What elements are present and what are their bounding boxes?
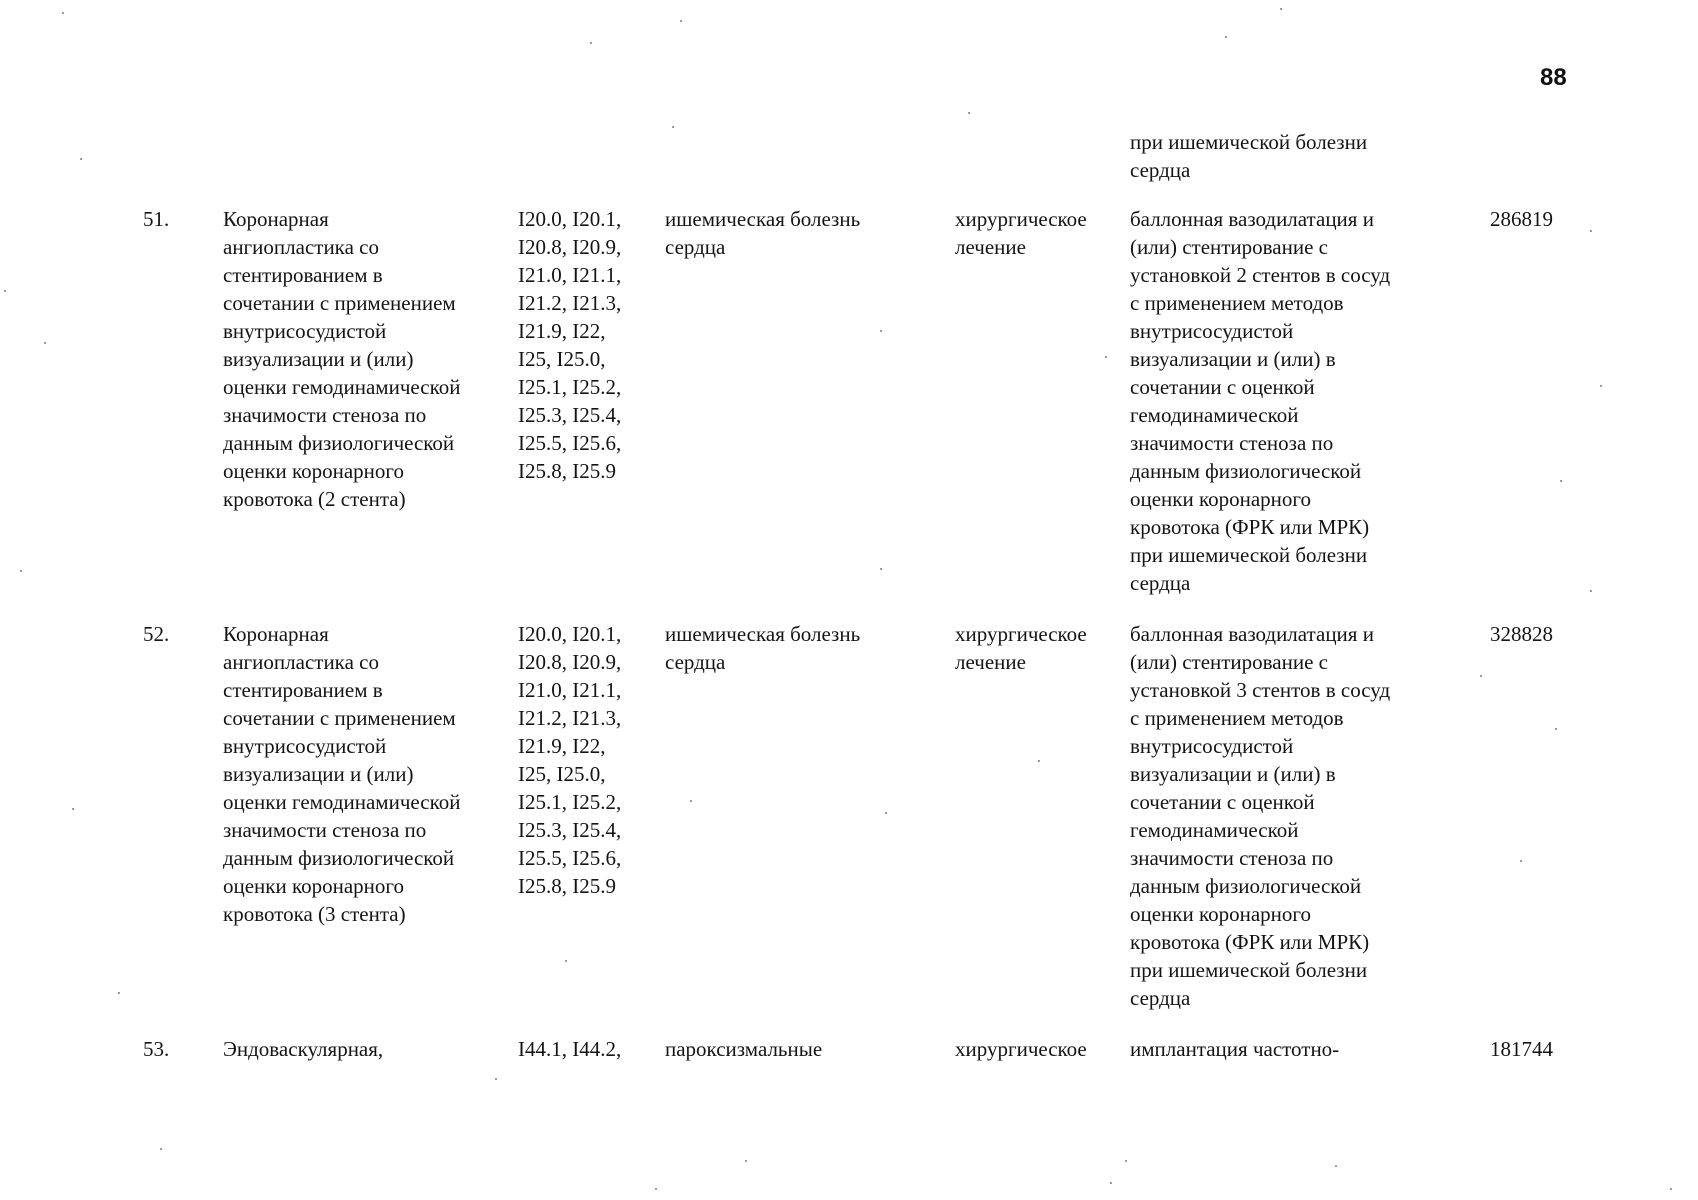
scan-speck — [885, 812, 887, 814]
scan-speck — [880, 330, 882, 332]
scan-speck — [1590, 230, 1592, 232]
scan-speck — [1560, 480, 1562, 482]
page-number: 88 — [1540, 64, 1567, 91]
scan-speck — [4, 290, 6, 292]
scan-speck — [1670, 1188, 1672, 1190]
scan-speck — [1520, 860, 1522, 862]
treatment-type-cell: хирургическое лечение — [955, 207, 1087, 259]
procedure-name-cell: Коронарная ангиопластика со стентированием в сочетании с применением внутрисосудистой визуализации и (или) оценки гемодинамической значимости стеноза по данным физиологической оценки коронарного кровотока (3 стента) — [223, 622, 461, 926]
icd-codes-cell: I20.0, I20.1, I20.8, I20.9, I21.0, I21.1, I21.2, I21.3, I21.9, I22, I25, I25.0, I25.1, I25.2, I25.3, I25.4, I25.5, I25.6, I25.8, I25.9 — [518, 622, 622, 898]
cost-cell: 286819 — [1490, 207, 1553, 231]
scan-speck — [672, 126, 674, 128]
scan-speck — [72, 808, 74, 810]
treatment-type-cell: хирургическое лечение — [955, 622, 1087, 674]
procedure-name-cell: Эндоваскулярная, — [223, 1037, 384, 1061]
scan-speck — [880, 568, 882, 570]
scan-speck — [62, 12, 64, 14]
row-number-cell: 53. — [143, 1037, 170, 1061]
method-cell: баллонная вазодилатация и (или) стентирование с установкой 2 стентов в сосуд с применением методов внутрисосудистой визуализации и (или) в сочетании с оценкой гемодинамической значимости стеноза по данным физиологической оценки коронарного кровотока (ФРК или МРК) при ишемической болезни сердца — [1130, 207, 1391, 595]
cost-cell: 328828 — [1490, 622, 1553, 646]
scan-speck — [1105, 356, 1107, 358]
scan-speck — [1110, 1182, 1112, 1184]
scan-speck — [1038, 760, 1040, 762]
scan-speck — [590, 42, 592, 44]
scan-speck — [495, 1078, 497, 1080]
scan-speck — [565, 960, 567, 962]
scan-speck — [968, 112, 970, 114]
scan-speck — [745, 1160, 747, 1162]
scan-speck — [1480, 675, 1482, 677]
scan-speck — [1590, 590, 1592, 592]
scan-speck — [1280, 8, 1282, 10]
patient-model-cell: пароксизмальные — [665, 1037, 823, 1061]
scan-speck — [680, 20, 682, 22]
icd-codes-cell: I20.0, I20.1, I20.8, I20.9, I21.0, I21.1, I21.2, I21.3, I21.9, I22, I25, I25.0, I25.1, I25.2, I25.3, I25.4, I25.5, I25.6, I25.8, I25.9 — [518, 207, 622, 483]
scan-speck — [1125, 1160, 1127, 1162]
row-number-cell: 51. — [143, 207, 170, 231]
method-cell: при ишемической болезни сердца — [1130, 130, 1368, 182]
patient-model-cell: ишемическая болезнь сердца — [665, 622, 861, 674]
method-cell: баллонная вазодилатация и (или) стентирование с установкой 3 стентов в сосуд с применением методов внутрисосудистой визуализации и (или) в сочетании с оценкой гемодинамической значимости стеноза по данным физиологической оценки коронарного кровотока (ФРК или МРК) при ишемической болезни сердца — [1130, 622, 1391, 1010]
treatment-type-cell: хирургическое — [955, 1037, 1087, 1061]
cost-cell: 181744 — [1490, 1037, 1553, 1061]
scan-speck — [20, 570, 22, 572]
icd-codes-cell: I44.1, I44.2, — [518, 1037, 622, 1061]
scan-speck — [1555, 728, 1557, 730]
scan-speck — [118, 992, 120, 994]
row-number-cell: 52. — [143, 622, 170, 646]
scan-speck — [160, 1148, 162, 1150]
scan-speck — [1225, 36, 1227, 38]
scan-speck — [1335, 1165, 1337, 1167]
scan-speck — [1600, 385, 1602, 387]
scan-speck — [655, 1188, 657, 1190]
scan-speck — [80, 158, 82, 160]
patient-model-cell: ишемическая болезнь сердца — [665, 207, 861, 259]
procedure-name-cell: Коронарная ангиопластика со стентированием в сочетании с применением внутрисосудистой визуализации и (или) оценки гемодинамической значимости стеноза по данным физиологической оценки коронарного кровотока (2 стента) — [223, 207, 461, 511]
scan-speck — [44, 342, 46, 344]
scan-speck — [690, 800, 692, 802]
method-cell: имплантация частотно- — [1130, 1037, 1340, 1061]
